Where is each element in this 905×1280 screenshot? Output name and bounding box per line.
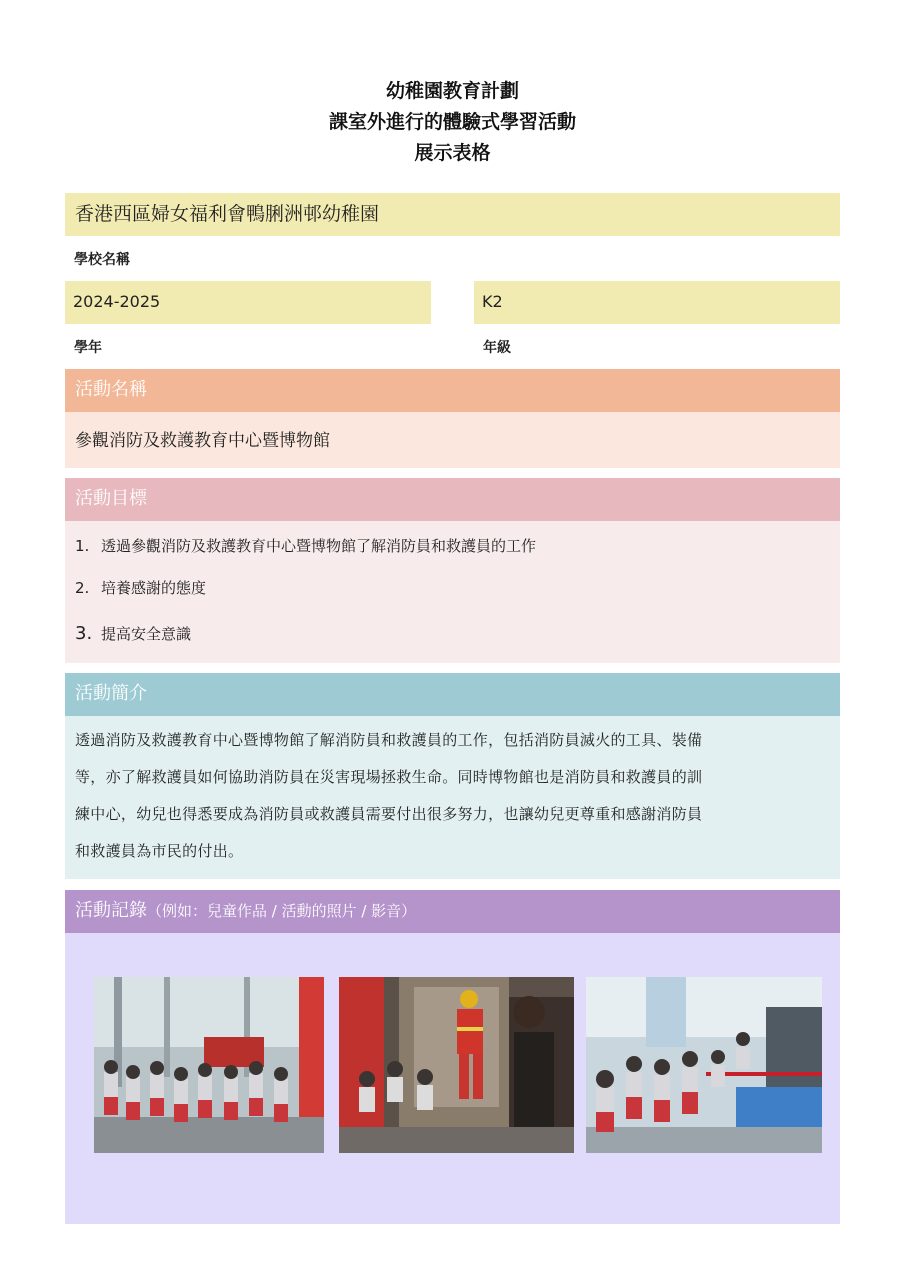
school-name-field bbox=[65, 193, 840, 236]
grade-value: K2 bbox=[482, 292, 503, 311]
intro-heading: 活動簡介 bbox=[75, 683, 147, 704]
firefighter-uniform-display-photo-icon bbox=[339, 977, 574, 1153]
intro-header bbox=[65, 673, 840, 716]
activity-name-header bbox=[65, 369, 840, 412]
school-name-value: 香港西區婦女福利會鴨脷洲邨幼稚園 bbox=[75, 203, 380, 225]
school-name-label: 學校名稱 bbox=[74, 252, 130, 268]
objective-item bbox=[75, 577, 206, 598]
title-line-1: 幼稚園教育計劃 bbox=[385, 80, 519, 102]
record-heading-wrap bbox=[65, 890, 840, 932]
school-year-field bbox=[65, 281, 431, 324]
grade-label: 年級 bbox=[483, 340, 511, 356]
objectives-body bbox=[65, 521, 840, 663]
grade-field bbox=[474, 281, 840, 324]
school-year-label: 學年 bbox=[74, 340, 102, 356]
title-line-2: 課室外進行的體驗式學習活動 bbox=[328, 111, 576, 133]
ambulance-equipment-photo-icon bbox=[586, 977, 822, 1153]
intro-body bbox=[65, 716, 840, 879]
title-line-3: 展示表格 bbox=[414, 142, 491, 164]
school-year-value: 2024-2025 bbox=[73, 292, 161, 311]
record-heading: 活動記錄 bbox=[75, 900, 147, 921]
objective-number: 3. bbox=[75, 623, 93, 644]
activity-name-value: 參觀消防及救護教育中心暨博物館 bbox=[75, 431, 330, 451]
record-subheading: （例如：兒童作品 / 活動的照片 / 影音） bbox=[147, 902, 417, 920]
objective-number: 1. bbox=[75, 537, 90, 555]
activity-name-heading: 活動名稱 bbox=[75, 379, 147, 400]
document-title bbox=[0, 76, 905, 169]
objective-number: 2. bbox=[75, 579, 90, 597]
objectives-heading: 活動目標 bbox=[75, 488, 147, 509]
intro-line: 透過消防及救護教育中心暨博物館了解消防員和救護員的工作，包括消防員滅火的工具、裝備 bbox=[75, 731, 703, 749]
intro-line: 練中心，幼兒也得悉要成為消防員或救護員需要付出很多努力，也讓幼兒更尊重和感謝消防員 bbox=[75, 805, 703, 823]
activity-name-body bbox=[65, 412, 840, 468]
record-header bbox=[65, 890, 840, 933]
intro-line: 等，亦了解救護員如何協助消防員在災害現場拯救生命。同時博物館也是消防員和救護員的訓 bbox=[75, 768, 703, 786]
objective-text: 培養感謝的態度 bbox=[101, 579, 207, 597]
objective-text: 提高安全意識 bbox=[101, 625, 192, 643]
group-photo-fire-engine-icon bbox=[94, 977, 324, 1153]
objectives-header bbox=[65, 478, 840, 521]
intro-paragraph bbox=[65, 716, 840, 870]
objective-item bbox=[75, 535, 536, 556]
objective-text: 透過參觀消防及救護教育中心暨博物館了解消防員和救護員的工作 bbox=[101, 537, 537, 555]
intro-line: 和救護員為市民的付出。 bbox=[75, 842, 244, 860]
objective-item bbox=[75, 623, 191, 644]
